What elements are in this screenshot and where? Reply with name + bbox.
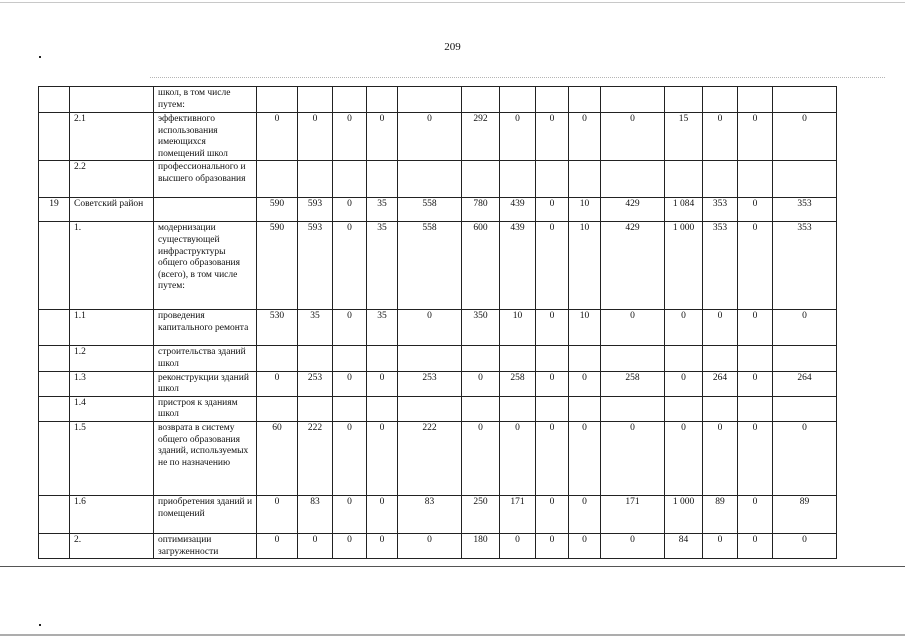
row-label-cell: приобретения зданий и помещений: [154, 495, 257, 533]
row-label-cell: школ, в том числе путем:: [154, 87, 257, 113]
row-index-cell: [39, 533, 70, 558]
value-cell: [367, 346, 398, 371]
value-cell: 89: [773, 495, 837, 533]
value-cell: [703, 396, 738, 421]
value-cell: [665, 161, 703, 198]
value-cell: 353: [703, 198, 738, 222]
value-cell: [333, 161, 367, 198]
value-cell: [665, 87, 703, 113]
value-cell: 0: [333, 533, 367, 558]
row-code-cell: 1.3: [70, 371, 154, 396]
value-cell: 180: [462, 533, 500, 558]
value-cell: [257, 346, 298, 371]
value-cell: 171: [500, 495, 536, 533]
value-cell: [298, 87, 333, 113]
value-cell: 0: [536, 533, 569, 558]
value-cell: 0: [536, 495, 569, 533]
value-cell: 429: [601, 222, 665, 310]
row-code-cell: Советский район: [70, 198, 154, 222]
value-cell: 353: [703, 222, 738, 310]
row-index-cell: [39, 87, 70, 113]
value-cell: [398, 87, 462, 113]
value-cell: 60: [257, 421, 298, 495]
value-cell: 35: [367, 222, 398, 310]
value-cell: [601, 346, 665, 371]
value-cell: 35: [367, 310, 398, 346]
row-code-cell: 1.2: [70, 346, 154, 371]
table-row: [39, 421, 837, 495]
value-cell: 0: [333, 222, 367, 310]
value-cell: [569, 161, 601, 198]
row-label-cell: оптимизации загруженности: [154, 533, 257, 558]
value-cell: [367, 161, 398, 198]
value-cell: 10: [569, 310, 601, 346]
value-cell: [536, 396, 569, 421]
row-index-cell: [39, 396, 70, 421]
value-cell: 0: [665, 310, 703, 346]
value-cell: 0: [333, 113, 367, 161]
value-cell: 0: [398, 533, 462, 558]
value-cell: 780: [462, 198, 500, 222]
row-label-cell: профессионального и высшего образования: [154, 161, 257, 198]
value-cell: 0: [569, 371, 601, 396]
value-cell: 264: [773, 371, 837, 396]
scan-speck: [39, 56, 41, 58]
value-cell: 0: [536, 222, 569, 310]
table-row: [39, 310, 837, 346]
page-number: 209: [444, 41, 461, 53]
value-cell: 0: [333, 371, 367, 396]
value-cell: [333, 346, 367, 371]
value-cell: [773, 346, 837, 371]
value-cell: 593: [298, 222, 333, 310]
value-cell: [738, 87, 773, 113]
value-cell: [398, 161, 462, 198]
value-cell: [462, 161, 500, 198]
value-cell: [257, 87, 298, 113]
value-cell: [367, 396, 398, 421]
row-index-cell: 19: [39, 198, 70, 222]
value-cell: 0: [298, 533, 333, 558]
value-cell: [665, 396, 703, 421]
value-cell: 10: [569, 198, 601, 222]
value-cell: [500, 161, 536, 198]
value-cell: 250: [462, 495, 500, 533]
value-cell: 35: [298, 310, 333, 346]
value-cell: 0: [738, 533, 773, 558]
row-code-cell: 2.: [70, 533, 154, 558]
value-cell: 0: [333, 495, 367, 533]
value-cell: 0: [367, 371, 398, 396]
table-row: [39, 222, 837, 310]
value-cell: [536, 161, 569, 198]
value-cell: [257, 161, 298, 198]
row-label-cell: возврата в систему общего образования зданий, используемых не по назначению: [154, 421, 257, 495]
value-cell: 1 000: [665, 495, 703, 533]
value-cell: 0: [333, 310, 367, 346]
value-cell: 35: [367, 198, 398, 222]
value-cell: 0: [462, 421, 500, 495]
row-label-cell: эффективного использования имеющихся помещений школ: [154, 113, 257, 161]
value-cell: [367, 87, 398, 113]
value-cell: [257, 396, 298, 421]
value-cell: 0: [738, 371, 773, 396]
value-cell: 258: [601, 371, 665, 396]
value-cell: [703, 87, 738, 113]
row-index-cell: [39, 161, 70, 198]
value-cell: 0: [398, 113, 462, 161]
value-cell: 0: [703, 310, 738, 346]
value-cell: 530: [257, 310, 298, 346]
row-index-cell: [39, 346, 70, 371]
value-cell: 83: [298, 495, 333, 533]
value-cell: 0: [601, 533, 665, 558]
value-cell: 0: [536, 371, 569, 396]
table-row: [39, 161, 837, 198]
value-cell: [462, 87, 500, 113]
value-cell: 353: [773, 198, 837, 222]
data-table: [38, 86, 837, 559]
value-cell: [601, 161, 665, 198]
value-cell: 0: [536, 113, 569, 161]
value-cell: 15: [665, 113, 703, 161]
value-cell: [773, 87, 837, 113]
value-cell: 439: [500, 198, 536, 222]
value-cell: 292: [462, 113, 500, 161]
value-cell: [601, 396, 665, 421]
value-cell: [738, 346, 773, 371]
value-cell: 558: [398, 198, 462, 222]
value-cell: 429: [601, 198, 665, 222]
row-label-cell: проведения капитального ремонта: [154, 310, 257, 346]
value-cell: 0: [738, 421, 773, 495]
row-label-cell: модернизации существующей инфраструктуры общего образования (всего), в том числе путем:: [154, 222, 257, 310]
value-cell: 558: [398, 222, 462, 310]
row-index-cell: [39, 113, 70, 161]
value-cell: 0: [367, 421, 398, 495]
faint-header-remnant: [150, 77, 885, 79]
value-cell: 590: [257, 222, 298, 310]
scan-edge-bottom: [0, 634, 905, 636]
value-cell: [333, 87, 367, 113]
value-cell: 264: [703, 371, 738, 396]
row-code-cell: [70, 87, 154, 113]
value-cell: [703, 346, 738, 371]
value-cell: 0: [738, 495, 773, 533]
value-cell: [462, 346, 500, 371]
page-bottom-rule: [0, 566, 905, 567]
table-row: [39, 495, 837, 533]
value-cell: [773, 396, 837, 421]
row-code-cell: 1.6: [70, 495, 154, 533]
value-cell: 0: [367, 113, 398, 161]
value-cell: 0: [665, 371, 703, 396]
row-code-cell: 1.1: [70, 310, 154, 346]
value-cell: 0: [367, 533, 398, 558]
row-index-cell: [39, 222, 70, 310]
value-cell: 1 084: [665, 198, 703, 222]
row-label-cell: [154, 198, 257, 222]
value-cell: 0: [703, 113, 738, 161]
value-cell: 0: [462, 371, 500, 396]
value-cell: [298, 161, 333, 198]
value-cell: [398, 346, 462, 371]
value-cell: 1 000: [665, 222, 703, 310]
value-cell: 0: [601, 113, 665, 161]
table-row: [39, 396, 837, 421]
value-cell: 353: [773, 222, 837, 310]
row-code-cell: 2.2: [70, 161, 154, 198]
value-cell: [601, 87, 665, 113]
value-cell: 0: [738, 113, 773, 161]
value-cell: 83: [398, 495, 462, 533]
table-row: [39, 198, 837, 222]
value-cell: 0: [367, 495, 398, 533]
value-cell: 350: [462, 310, 500, 346]
value-cell: 0: [257, 113, 298, 161]
value-cell: 0: [773, 113, 837, 161]
value-cell: 0: [703, 533, 738, 558]
value-cell: 0: [773, 421, 837, 495]
value-cell: 0: [536, 310, 569, 346]
table-row: [39, 87, 837, 113]
value-cell: [500, 396, 536, 421]
value-cell: 0: [569, 533, 601, 558]
value-cell: 439: [500, 222, 536, 310]
value-cell: 258: [500, 371, 536, 396]
value-cell: [773, 161, 837, 198]
value-cell: 0: [665, 421, 703, 495]
value-cell: 0: [398, 310, 462, 346]
table-row: [39, 533, 837, 558]
table-row: [39, 346, 837, 371]
value-cell: [462, 396, 500, 421]
value-cell: 89: [703, 495, 738, 533]
value-cell: 0: [333, 198, 367, 222]
value-cell: 0: [738, 310, 773, 346]
value-cell: 253: [398, 371, 462, 396]
value-cell: [333, 396, 367, 421]
value-cell: 0: [569, 495, 601, 533]
value-cell: 0: [773, 533, 837, 558]
row-label-cell: пристроя к зданиям школ: [154, 396, 257, 421]
scan-speck: [39, 624, 41, 626]
value-cell: 0: [257, 371, 298, 396]
row-index-cell: [39, 421, 70, 495]
value-cell: 593: [298, 198, 333, 222]
row-index-cell: [39, 495, 70, 533]
row-label-cell: реконструкции зданий школ: [154, 371, 257, 396]
row-code-cell: 1.: [70, 222, 154, 310]
value-cell: 0: [738, 198, 773, 222]
row-code-cell: 1.4: [70, 396, 154, 421]
value-cell: 222: [398, 421, 462, 495]
value-cell: 0: [703, 421, 738, 495]
value-cell: 0: [569, 113, 601, 161]
value-cell: 0: [601, 421, 665, 495]
value-cell: [398, 396, 462, 421]
value-cell: 0: [601, 310, 665, 346]
value-cell: 0: [773, 310, 837, 346]
value-cell: 253: [298, 371, 333, 396]
value-cell: 0: [500, 113, 536, 161]
value-cell: 222: [298, 421, 333, 495]
value-cell: 0: [536, 198, 569, 222]
table-row: [39, 371, 837, 396]
value-cell: [298, 396, 333, 421]
value-cell: [536, 87, 569, 113]
value-cell: 0: [500, 533, 536, 558]
value-cell: [500, 87, 536, 113]
value-cell: [536, 346, 569, 371]
value-cell: [298, 346, 333, 371]
value-cell: 10: [569, 222, 601, 310]
table-row: [39, 113, 837, 161]
value-cell: [703, 161, 738, 198]
value-cell: 0: [536, 421, 569, 495]
value-cell: 0: [257, 495, 298, 533]
scan-edge-top: [0, 2, 905, 3]
value-cell: 590: [257, 198, 298, 222]
value-cell: [738, 161, 773, 198]
value-cell: 0: [569, 421, 601, 495]
value-cell: 171: [601, 495, 665, 533]
value-cell: [569, 346, 601, 371]
value-cell: [569, 396, 601, 421]
value-cell: [569, 87, 601, 113]
value-cell: 600: [462, 222, 500, 310]
value-cell: [738, 396, 773, 421]
value-cell: 0: [500, 421, 536, 495]
value-cell: [665, 346, 703, 371]
value-cell: 0: [333, 421, 367, 495]
row-index-cell: [39, 371, 70, 396]
row-code-cell: 1.5: [70, 421, 154, 495]
value-cell: 0: [298, 113, 333, 161]
value-cell: 0: [257, 533, 298, 558]
row-index-cell: [39, 310, 70, 346]
row-code-cell: 2.1: [70, 113, 154, 161]
row-label-cell: строительства зданий школ: [154, 346, 257, 371]
value-cell: 10: [500, 310, 536, 346]
value-cell: [500, 346, 536, 371]
value-cell: 84: [665, 533, 703, 558]
value-cell: 0: [738, 222, 773, 310]
